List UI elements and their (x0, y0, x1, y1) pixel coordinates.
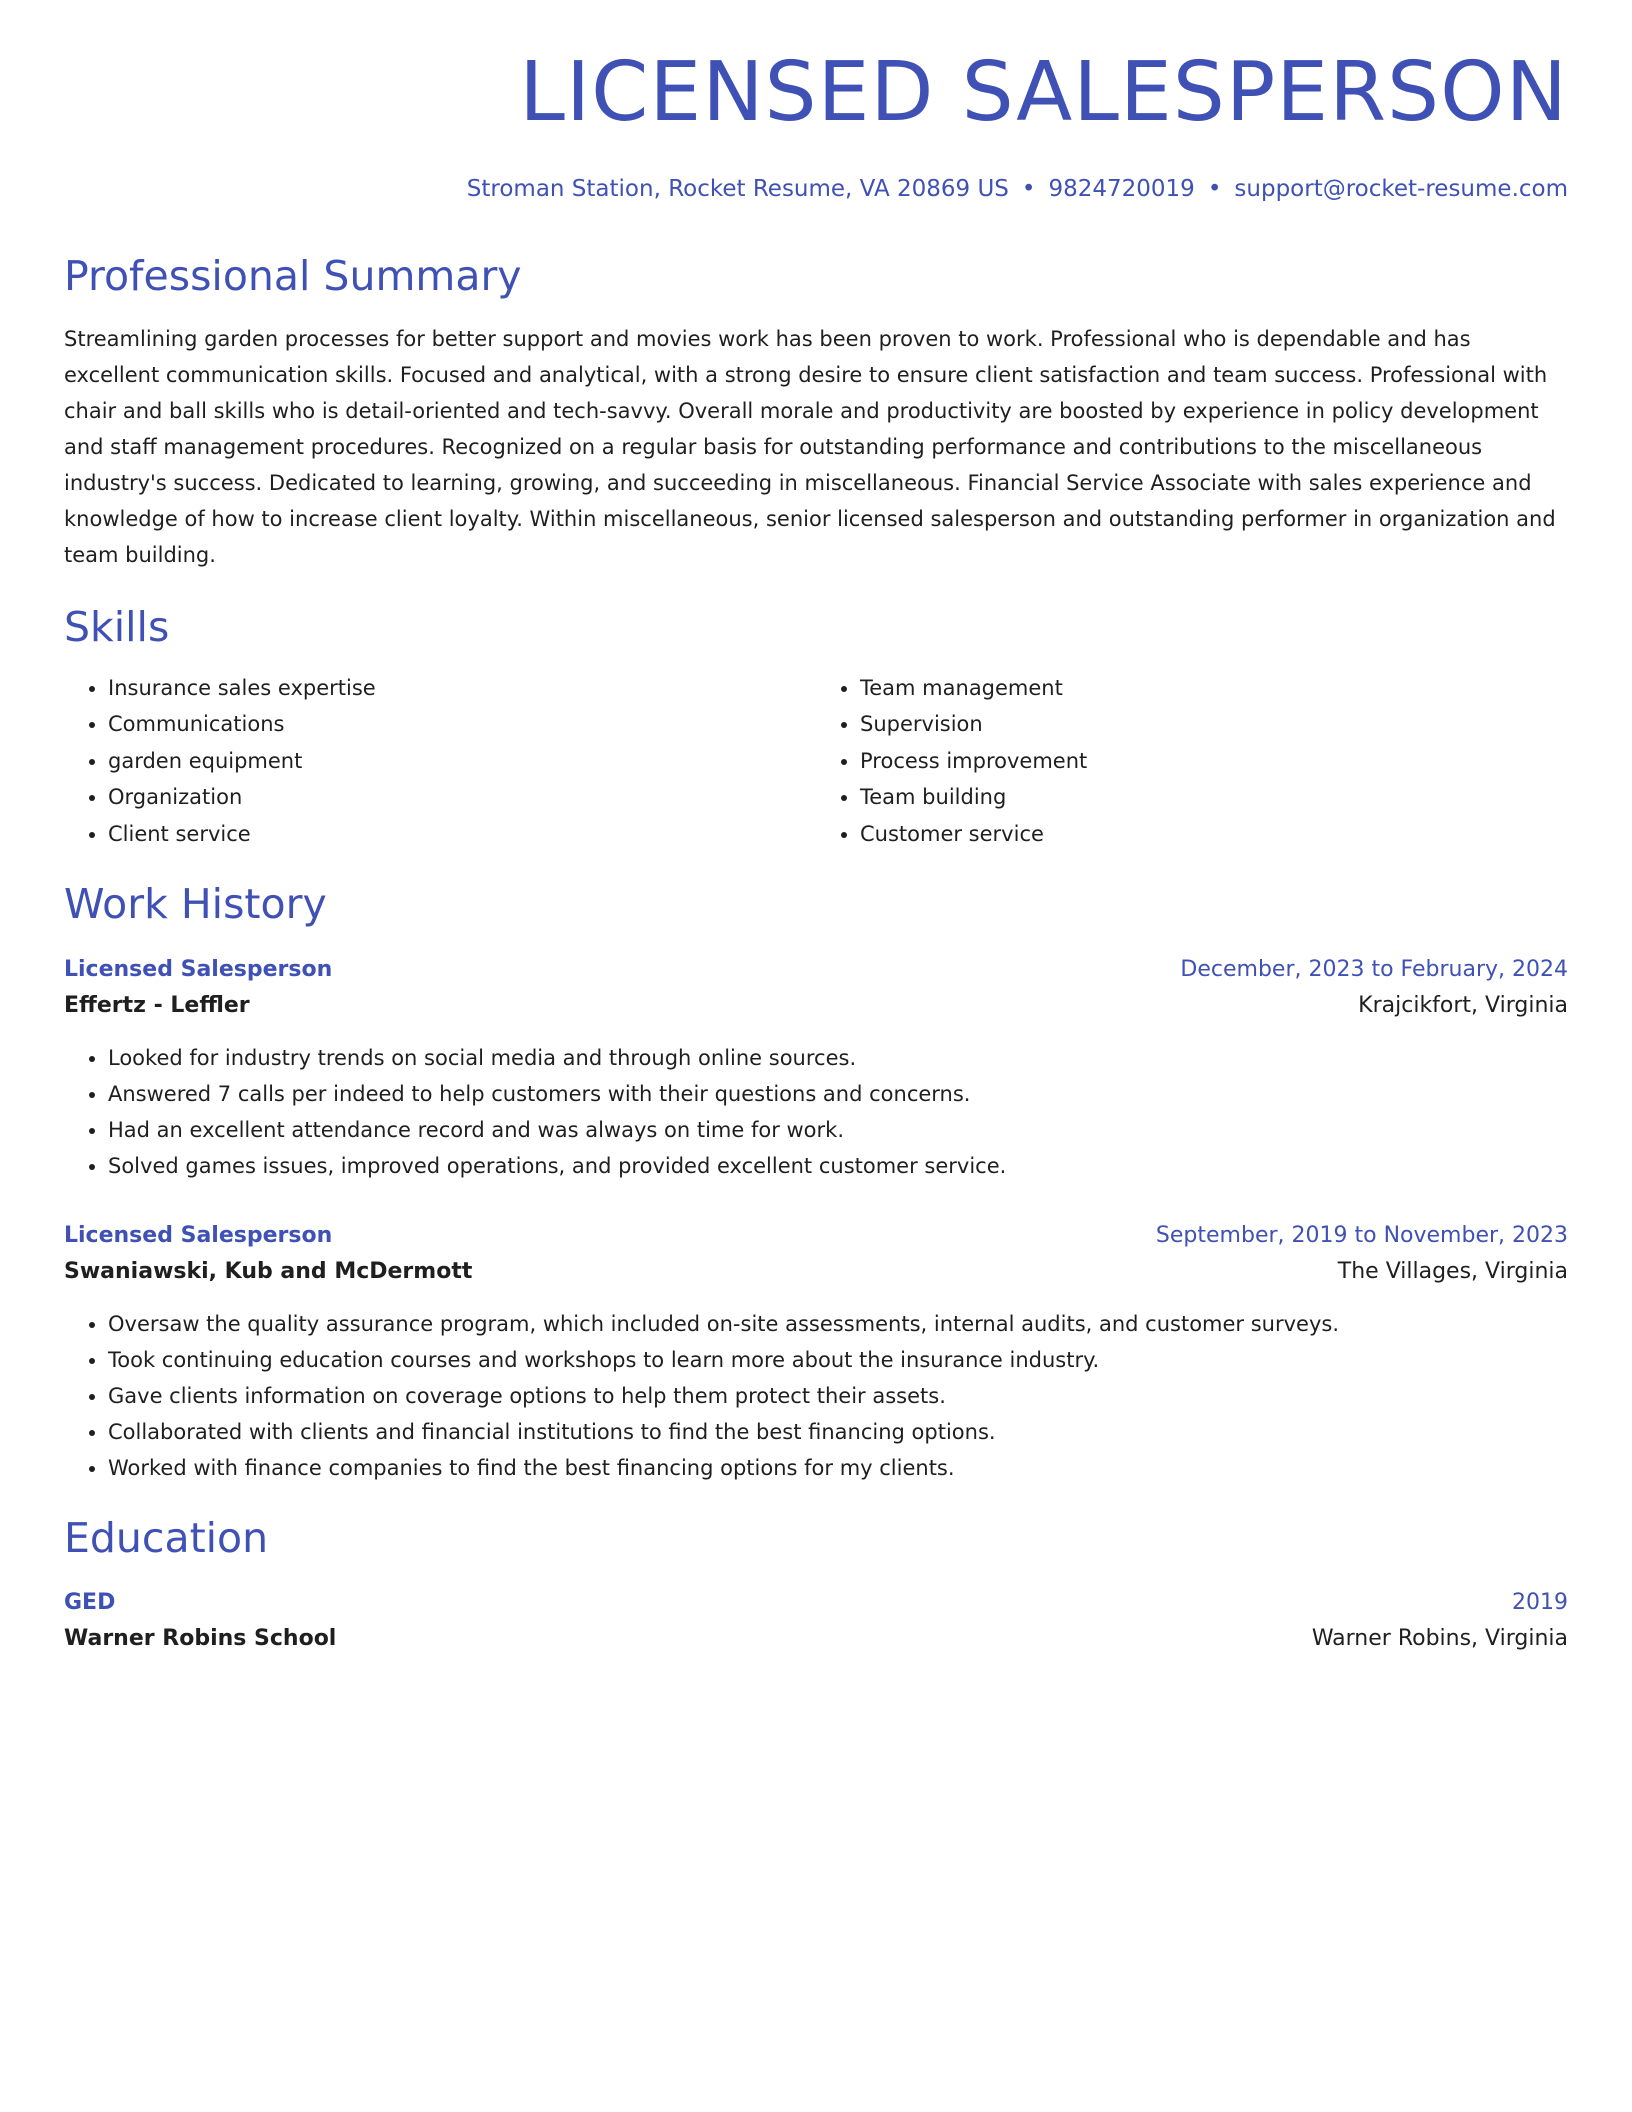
education-entry (64, 1585, 1568, 1657)
contact-email: support@rocket-resume.com (1234, 176, 1568, 202)
job-bullet: • Looked for industry trends on social media and through online sources. (108, 1040, 1568, 1076)
job-bullets (64, 1040, 1568, 1184)
education-header-row (64, 1585, 1568, 1621)
skill-item: • Customer service (860, 816, 1568, 853)
contact-separator: • (1021, 176, 1036, 202)
skill-item: • garden equipment (108, 743, 816, 780)
skill-item: • Process improvement (860, 743, 1568, 780)
job-bullet: • Gave clients information on coverage options to help them protect their assets. (108, 1378, 1568, 1414)
job-title: Licensed Salesperson (64, 1222, 333, 1248)
contact-address: Stroman Station, Rocket Resume, VA 20869 US (466, 176, 1009, 202)
job-bullet: • Answered 7 calls per indeed to help customers with their questions and concerns. (108, 1076, 1568, 1112)
job-bullet: • Solved games issues, improved operations, and provided excellent customer service. (108, 1148, 1568, 1184)
skill-item: • Communications (108, 706, 816, 743)
skill-item: • Supervision (860, 706, 1568, 743)
education-location: Warner Robins, Virginia (1311, 1625, 1568, 1651)
job-company-row (64, 1254, 1568, 1290)
job-company: Swaniawski, Kub and McDermott (64, 1258, 473, 1284)
summary-text: Streamlining garden processes for better support and movies work has been proven to work. Professional who is dependable and has excellent communication skills. Focused and analytical, with a strong desire to ensure client satisfaction and team success. Professional with chair and ball skills who is detail-oriented and tech-savvy. Overall morale and productivity are boosted by experience in policy development and staff management procedures. Recognized on a regular basis for outstanding performance and contributions to the miscellaneous industry's success. Dedicated to learning, growing, and succeeding in miscellaneous. Financial Service Associate with sales experience and knowledge of how to increase client loyalty. Within miscellaneous, senior licensed salesperson and outstanding performer in organization and team building. (64, 326, 1556, 567)
summary-heading: Professional Summary (64, 251, 522, 300)
job-dates: September, 2019 to November, 2023 (1155, 1222, 1568, 1248)
job-bullet: • Collaborated with clients and financial institutions to find the best financing options. (108, 1414, 1568, 1450)
contact-line (64, 176, 1568, 204)
contact-separator: • (1207, 176, 1222, 202)
job-header-row (64, 1218, 1568, 1254)
skill-item: • Team management (860, 670, 1568, 707)
job-location: Krajcikfort, Virginia (1358, 992, 1568, 1018)
job-company: Effertz - Leffler (64, 992, 250, 1018)
job-bullet: • Had an excellent attendance record and was always on time for work. (108, 1112, 1568, 1148)
job-bullets (64, 1306, 1568, 1486)
education-degree: GED (64, 1589, 116, 1615)
resume-page (64, 45, 1568, 1657)
job-company-row (64, 988, 1568, 1024)
education-school-row (64, 1621, 1568, 1657)
job-bullet: • Worked with finance companies to find the best financing options for my clients. (108, 1450, 1568, 1486)
education-year: 2019 (1512, 1589, 1568, 1615)
education-school: Warner Robins School (64, 1625, 337, 1651)
job-bullet: • Oversaw the quality assurance program, which included on-site assessments, internal audits, and customer surveys. (108, 1306, 1568, 1342)
skill-item: • Insurance sales expertise (108, 670, 816, 707)
skill-item: • Client service (108, 816, 816, 853)
contact-phone: 9824720019 (1048, 176, 1195, 202)
education-heading: Education (64, 1513, 269, 1562)
job-title: Licensed Salesperson (64, 956, 333, 982)
resume-name: LICENSED SALESPERSON (519, 45, 1568, 140)
skill-item: • Organization (108, 779, 816, 816)
job-header-row (64, 952, 1568, 988)
skills-list (64, 670, 1568, 853)
skills-heading: Skills (64, 602, 170, 651)
job-bullet: • Took continuing education courses and workshops to learn more about the insurance industry. (108, 1342, 1568, 1378)
skills-column-right (816, 670, 1568, 853)
skill-item: • Team building (860, 779, 1568, 816)
job-dates: December, 2023 to February, 2024 (1180, 956, 1568, 982)
job-entry (64, 1218, 1568, 1486)
work-history-heading: Work History (64, 880, 327, 929)
skills-column-left (64, 670, 816, 853)
job-location: The Villages, Virginia (1337, 1258, 1568, 1284)
job-entry (64, 952, 1568, 1184)
